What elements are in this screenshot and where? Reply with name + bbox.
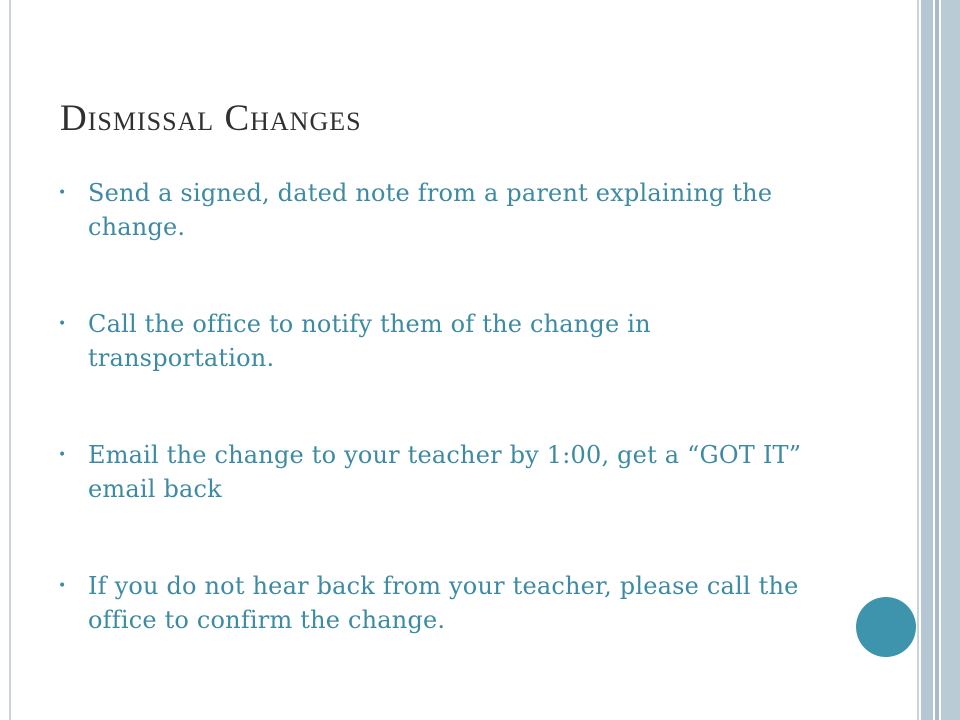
right-frame-stripe <box>935 0 939 720</box>
right-frame-stripe <box>941 0 960 720</box>
right-frame-stripe <box>917 0 919 720</box>
accent-circle <box>856 597 916 657</box>
bullet-text: Call the office to notify them of the change in transportation. <box>88 310 651 372</box>
right-frame-stripe <box>921 0 933 720</box>
bullet-dot: • <box>58 185 67 201</box>
bullet-item <box>58 176 838 244</box>
bullet-dot: • <box>58 578 67 594</box>
bullet-dot: • <box>58 316 67 332</box>
bullet-text: If you do not hear back from your teacher, please call the office to confirm the change. <box>88 572 799 634</box>
bullet-dot: • <box>58 447 67 463</box>
bullet-item <box>58 307 838 375</box>
slide-title: Dismissal Changes <box>60 98 362 139</box>
bullet-text: Email the change to your teacher by 1:00, get a “GOT IT” email back <box>88 441 802 503</box>
bullet-text: Send a signed, dated note from a parent explaining the change. <box>88 179 773 241</box>
bullet-item <box>58 569 838 637</box>
bullet-item <box>58 438 838 506</box>
left-frame-line <box>9 0 11 720</box>
bullet-list <box>58 176 838 637</box>
